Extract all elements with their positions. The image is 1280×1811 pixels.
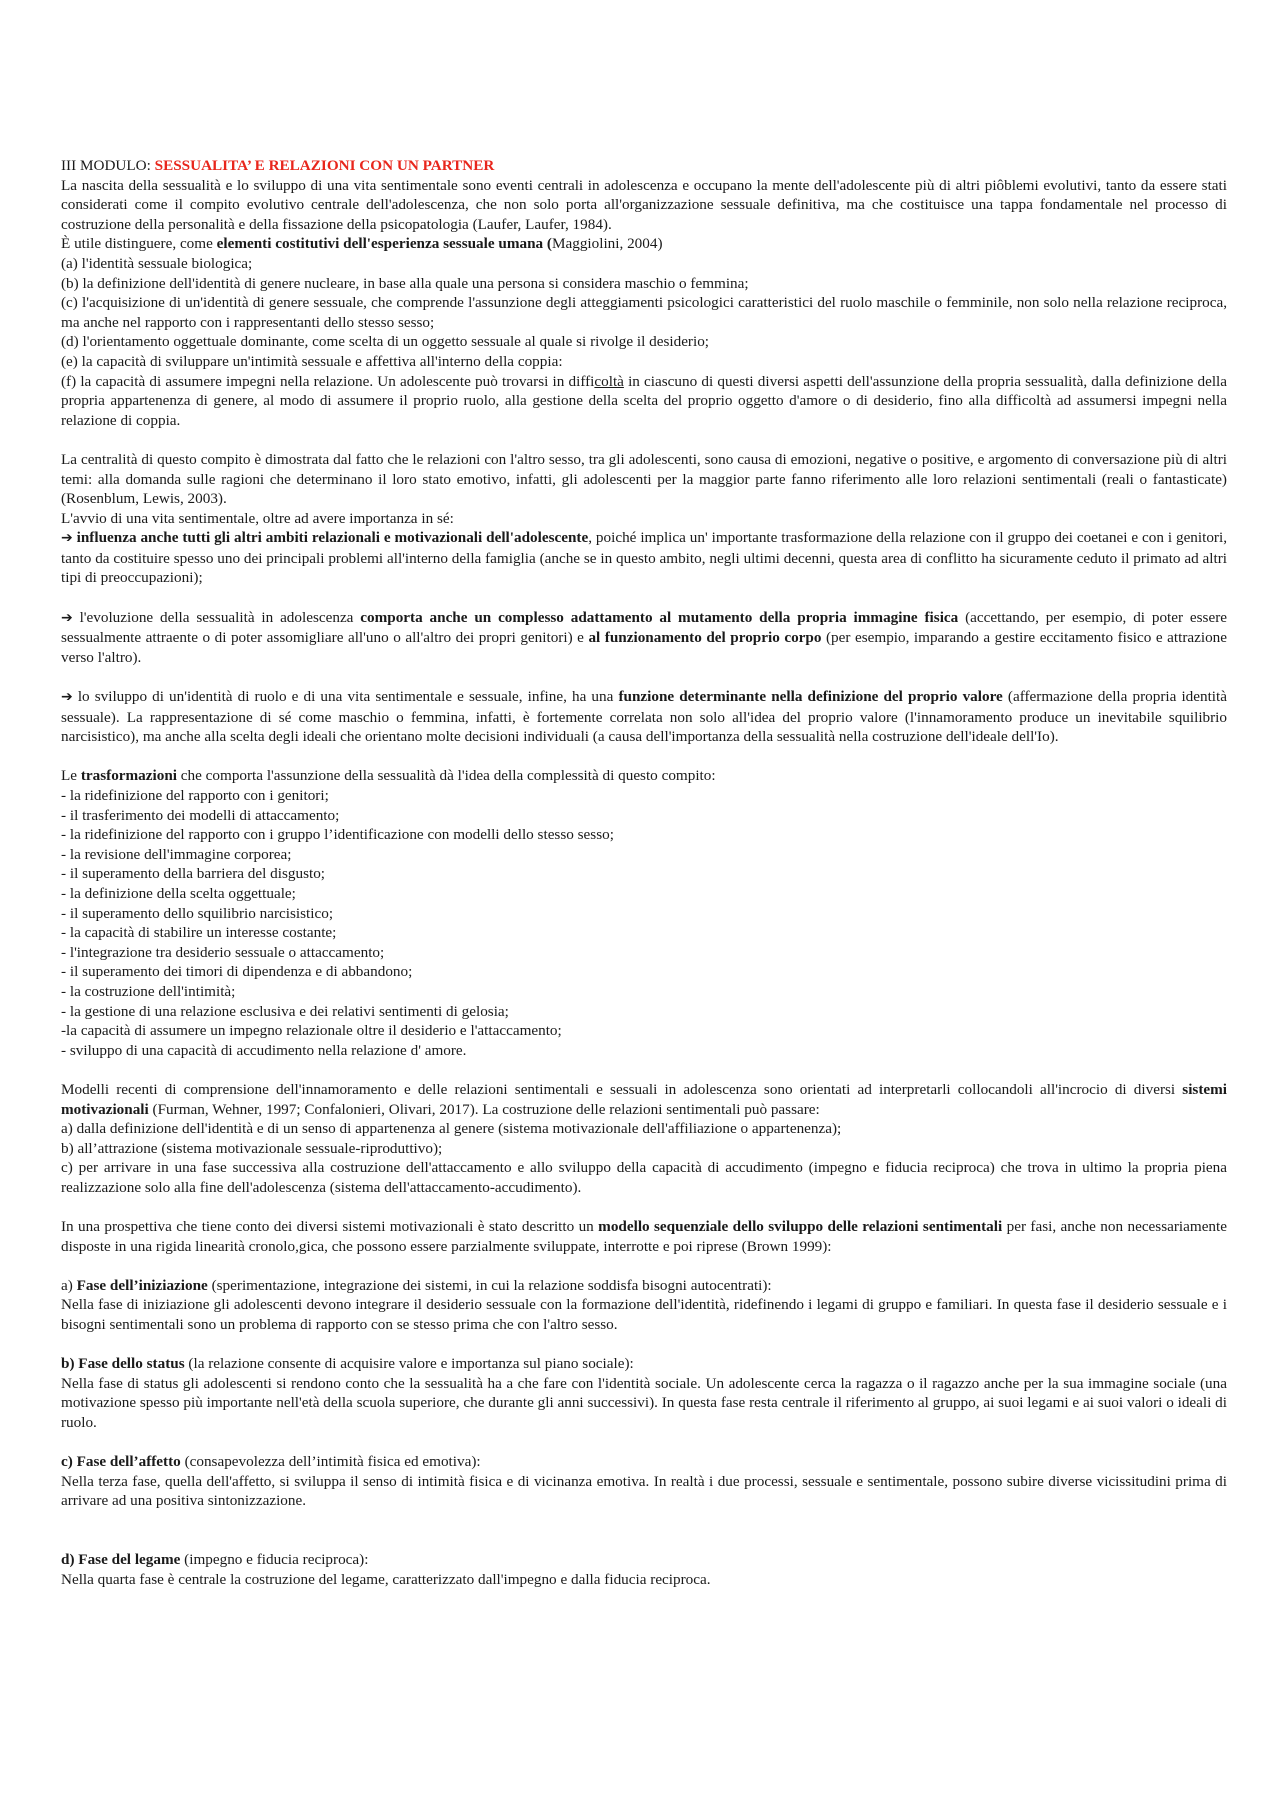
phase-subtitle: (sperimentazione, integrazione dei sistemi, in cui la relazione soddisfa bisogni autocentrati): <box>207 1276 772 1294</box>
list-item: a) dalla definizione dell'identità e di un senso di appartenenza al genere (sistema motivazionale dell'affiliazione o appartenenza); <box>61 1120 842 1138</box>
bold-text: funzione determinante nella definizione del proprio valore <box>618 688 1003 706</box>
spacer <box>61 747 1227 767</box>
spacer <box>61 667 1227 687</box>
bullet-paragraph <box>61 687 1227 747</box>
list-item: (d) l'orientamento oggettuale dominante, come scelta di un oggetto sessuale al quale si rivolge il desiderio; <box>61 333 710 351</box>
phase-title: b) Fase dello status <box>61 1355 185 1373</box>
module-title: SESSUALITA’ E RELAZIONI CON UN PARTNER <box>154 157 495 174</box>
spacer <box>61 1256 1227 1276</box>
intro-paragraph: La nascita della sessualità e lo sviluppo di una vita sentimentale sono eventi centrali in adolescenza e occupano la mente dell'adolescente più di altri piôblemi evolutivi, tanto da essere stati considerati come il compito evolutivo centrale dell'adolescenza, che non solo porta all'organizzazione sessuale definitiva, ma che costituisce una tappa fondamentale nel processo di costruzione della personalità e della fissazione della psicopatologia (Laufer, Laufer, 1984). <box>61 176 1227 233</box>
phase-heading <box>61 1276 1227 1296</box>
phase-subtitle: (la relazione consente di acquisire valore e importanza sul piano sociale): <box>184 1355 634 1373</box>
list-item: - la costruzione dell'intimità; <box>61 982 236 1000</box>
bold-text: modello sequenziale dello sviluppo delle relazioni sentimentali <box>598 1218 1003 1236</box>
arrow-icon: ➔ <box>61 689 73 706</box>
text-span: Le <box>61 767 81 785</box>
text-span: (per esempio, imparando a gestire eccitamento fisico e attrazione verso l'altro). <box>61 629 1228 666</box>
centrality-intro: L'avvio di una vita sentimentale, oltre ad avere importanza in sé: <box>61 509 454 527</box>
list-item: b) all’attrazione (sistema motivazionale sessuale-riproduttivo); <box>61 1139 443 1157</box>
text-span: per fasi, anche non necessariamente disposte in una rigida linearità cronolo,gica, che possono essere parzialmente sviluppate, interrotte e poi riprese (Brown 1999): <box>61 1218 1227 1255</box>
list-item: - la ridefinizione del rapporto con i genitori; <box>61 787 329 804</box>
phase-body: Nella fase di status gli adolescenti si rendono conto che la sessualità ha a che fare con l'identità sociale. Un adolescente cerca la ragazza o il ragazzo anche per la sua immagine sociale (una motivazione spesso più importante nell'età della scuola superiore, che durante gli anni successivi). In questa fase resta centrale il riferimento al gruppo, ai suoi legami e ai suoi valori o ideali di ruolo. <box>61 1374 1227 1431</box>
phase-heading <box>61 1452 1227 1472</box>
list-item: - la gestione di una relazione esclusiva e dei relativi sentimenti di gelosia; <box>61 1002 509 1020</box>
list-item: - il superamento della barriera del disgusto; <box>61 865 326 883</box>
bold-text: elementi costitutivi dell'esperienza sessuale umana ( <box>216 235 552 253</box>
list-item: (c) l'acquisizione di un'identità di genere sessuale, che comprende l'assunzione degli atteggiamenti psicologici caratteristici del ruolo maschile o femminile, non solo nella relazione reciproca, ma anche nel rapporto con i rappresentanti dello stesso sesso; <box>61 294 1227 331</box>
list-item: (b) la definizione dell'identità di genere nucleare, in base alla quale una persona si considera maschio o femmina; <box>61 274 749 292</box>
bullet-paragraph <box>61 608 1227 668</box>
phase-title: d) Fase del legame <box>61 1550 181 1568</box>
phase-heading <box>61 1354 1227 1374</box>
module-heading <box>61 156 1227 176</box>
elements-intro <box>61 234 1227 254</box>
phase-body: Nella quarta fase è centrale la costruzione del legame, caratterizzato dall'impegno e dalla fiducia reciproca. <box>61 1570 711 1588</box>
text-span: Maggiolini, 2004) <box>552 235 663 253</box>
list-item: - il trasferimento dei modelli di attaccamento; <box>61 806 340 824</box>
document-page <box>61 156 1227 1589</box>
spacer <box>61 588 1227 608</box>
list-item: (a) l'identità sessuale biologica; <box>61 254 253 272</box>
phase-subtitle: (consapevolezza dell’intimità fisica ed emotiva): <box>180 1453 481 1471</box>
phase-title: c) Fase dell’affetto <box>61 1453 181 1471</box>
list-item: - la revisione dell'immagine corporea; <box>61 845 292 863</box>
list-item: -la capacità di assumere un impegno relazionale oltre il desiderio e l'attaccamento; <box>61 1022 562 1040</box>
text-span: In una prospettiva che tiene conto dei diversi sistemi motivazionali è stato descritto un <box>61 1218 599 1236</box>
spacer <box>61 1511 1227 1550</box>
underlined-text: coltà <box>594 372 624 390</box>
list-item: - il superamento dello squilibrio narcisistico; <box>61 904 334 922</box>
bold-text: sistemi motivazionali <box>61 1080 1227 1118</box>
text-span: (Furman, Wehner, 1997; Confalonieri, Olivari, 2017). La costruzione delle relazioni sentimentali può passare: <box>148 1100 820 1118</box>
bold-text: trasformazioni <box>80 767 177 785</box>
spacer <box>61 1433 1227 1453</box>
text-span: (f) la capacità di assumere impegni nella relazione. Un adolescente può trovarsi in diffi <box>61 372 595 390</box>
list-item: - sviluppo di una capacità di accudimento nella relazione d' amore. <box>61 1041 467 1059</box>
text-span: che comporta l'assunzione della sessualità dà l'idea della complessità di questo compito: <box>177 767 716 785</box>
centrality-paragraph: La centralità di questo compito è dimostrata dal fatto che le relazioni con l'altro sesso, tra gli adolescenti, sono causa di emozioni, negative o positive, e argomento di conversazione più di altri temi: alla domanda sulle ragioni che determinano il loro stato emotivo, infatti, gli adolescenti per la maggior parte fanno riferimento alle loro relazioni sentimentali (reali o fantasticate) (Rosenblum, Lewis, 2003). <box>61 450 1227 508</box>
phase-heading <box>61 1550 1227 1570</box>
phase-subtitle: (impegno e fiducia reciproca): <box>180 1550 369 1568</box>
transformations-list <box>61 786 1227 1060</box>
text-span: (accettando, per esempio, di poter essere sessualmente attraente o di poter assomigliare all'uno o all'altro dei propri genitori) e <box>61 608 1228 647</box>
list-item: - la ridefinizione del rapporto con i gruppo l’identificazione con modelli dello stesso sesso; <box>61 826 614 844</box>
spacer <box>61 1060 1227 1080</box>
text-span: in ciascuno di questi diversi aspetti dell'assunzione della propria sessualità, dalla definizione della propria appartenenza di genere, al modo di assumere il proprio ruolo, alla gestione della scelta del proprio oggetto d'amore o di desiderio, fino alla difficoltà ad assumersi impegni nella relazione di coppia. <box>61 372 1227 429</box>
text-span: , poiché implica un' importante trasformazione della relazione con il gruppo dei coetanei e con i genitori, tanto da costituire spesso uno dei principali problemi all'interno della famiglia (anche se in questo ambito, negli ultimi decenni, questa area di conflitto ha sicuramente ceduto il primato ad altri tipi di preoccupazioni); <box>61 529 1228 587</box>
transformations-intro <box>61 766 1227 786</box>
arrow-icon: ➔ <box>61 530 73 547</box>
list-item: (e) la capacità di sviluppare un'intimità sessuale e affettiva all'interno della coppia: <box>61 352 563 370</box>
arrow-icon: ➔ <box>61 609 73 626</box>
bullet-paragraph <box>61 528 1227 588</box>
phase-body: Nella terza fase, quella dell'affetto, si sviluppa il senso di intimità fisica e di vicinanza emotiva. In realtà i due processi, sessuale e sentimentale, possono subire diverse vicissitudini prima di arrivare ad una positiva sintonizzazione. <box>61 1472 1227 1510</box>
bold-text: comporta anche un complesso adattamento al mutamento della propria immagine fisica <box>360 608 959 626</box>
text-span: a) <box>61 1276 77 1294</box>
list-item: - la definizione della scelta oggettuale; <box>61 884 296 902</box>
text-span: Modelli recenti di comprensione dell'innamoramento e delle relazioni sentimentali e sessuali in adolescenza sono orientati ad interpretarli collocandoli all'incrocio di diversi <box>61 1080 1183 1098</box>
list-item <box>61 372 1227 431</box>
list-item: - il superamento dei timori di dipendenza e di abbandono; <box>61 963 413 981</box>
bold-text: al funzionamento del proprio corpo <box>588 629 822 647</box>
module-label: III MODULO: <box>61 157 155 174</box>
bold-text: influenza anche tutti gli altri ambiti relazionali e motivazionali dell'adolescente <box>72 529 589 547</box>
phase-title: Fase dell’iniziazione <box>76 1276 208 1294</box>
sequential-paragraph <box>61 1217 1227 1256</box>
spacer <box>61 1197 1227 1217</box>
spacer <box>61 430 1227 450</box>
spacer <box>61 1335 1227 1355</box>
text-span: (affermazione della propria identità sessuale). La rappresentazione di sé come maschio o femmina, infatti, è fortemente correlata non solo all'idea del proprio valore (l'innamoramento produce un inevitabile squilibrio narcisistico), ma anche alla scelta degli ideali che orientano molte decisioni individuali (a causa dell'importanza della sessualità nella costruzione dell'ideale dell'Io). <box>61 688 1227 746</box>
text-span: lo sviluppo di un'identità di ruolo e di una vita sentimentale e sessuale, infine, ha una <box>72 688 619 706</box>
list-item: c) per arrivare in una fase successiva alla costruzione dell'attaccamento e allo sviluppo della capacità di accudimento (impegno e fiducia reciproca) che trova in ultimo la propria piena realizzazione solo alla fine dell'adolescenza (sistema dell'attaccamento-accudimento). <box>61 1159 1227 1196</box>
list-item: - la capacità di stabilire un interesse costante; <box>61 924 337 942</box>
models-paragraph <box>61 1080 1227 1119</box>
list-item: - l'integrazione tra desiderio sessuale o attaccamento; <box>61 943 385 961</box>
text-span: l'evoluzione della sessualità in adolescenza <box>72 608 361 626</box>
text-span: È utile distinguere, come <box>61 235 217 253</box>
phase-body: Nella fase di iniziazione gli adolescenti devono integrare il desiderio sessuale con la formazione dell'identità, ridefinendo i legami di gruppo e familiari. In questa fase il desiderio sessuale e i bisogni sentimentali sono un problema di rapporto con se stesso prima che con l'altro sesso. <box>61 1296 1227 1334</box>
